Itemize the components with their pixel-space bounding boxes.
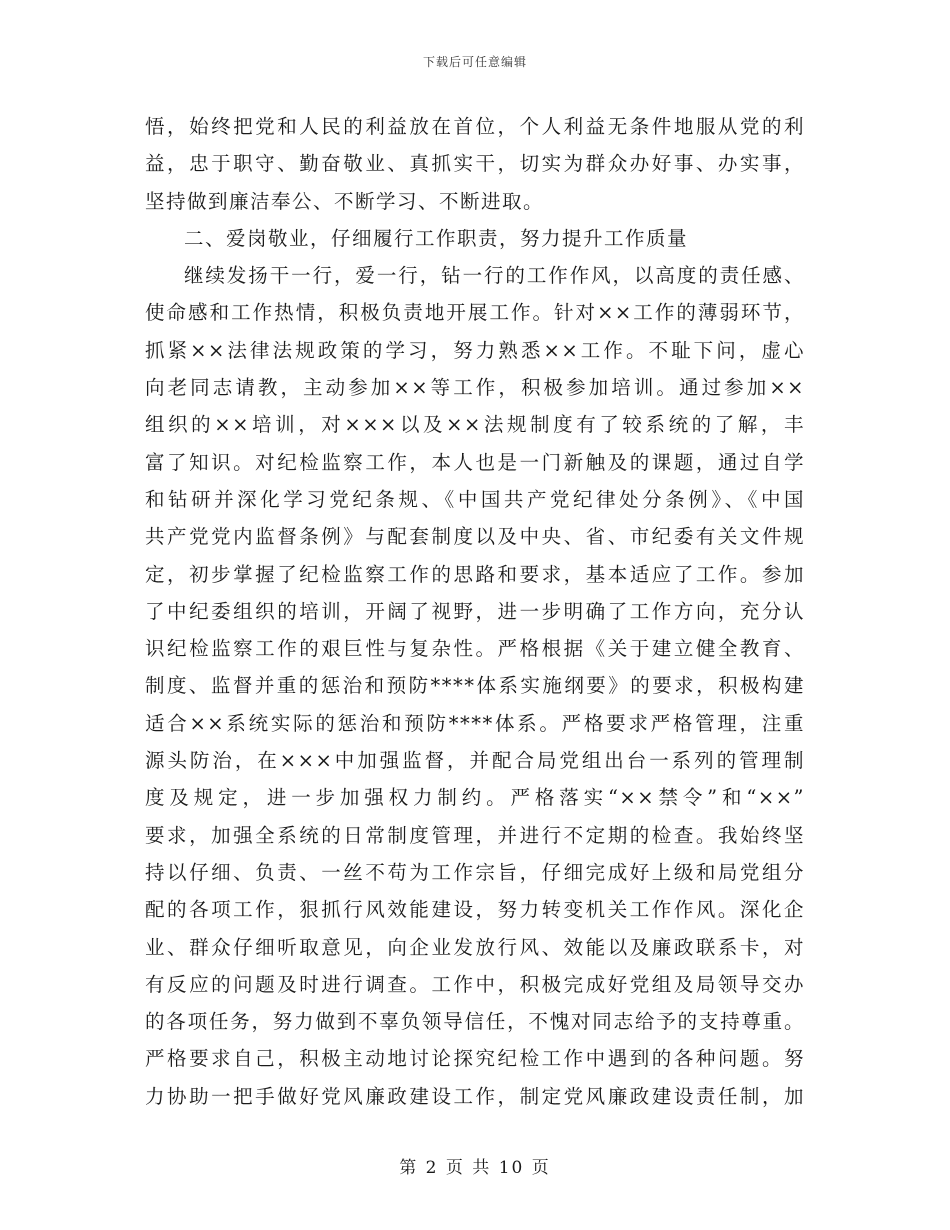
text-line: 适合××系统实际的惩治和预防****体系。严格要求严格管理，注重 (145, 711, 805, 735)
text-line: 益，忠于职守、勤奋敬业、真抓实干，切实为群众办好事、办实事， (145, 152, 805, 176)
text-line: 使命感和工作热情，积极负责地开展工作。针对××工作的薄弱环节， (145, 301, 805, 325)
text-line: 要求，加强全系统的日常制度管理，并进行不定期的检查。我始终坚 (145, 823, 805, 847)
text-line: 持以仔细、负责、一丝不苟为工作宗旨，仔细完成好上级和局党组分 (145, 860, 805, 884)
section-heading: 二、爱岗敬业，仔细履行工作职责，努力提升工作质量 (184, 226, 689, 250)
text-line: 抓紧××法律法规政策的学习，努力熟悉××工作。不耻下问，虚心 (145, 338, 805, 362)
text-line: 向老同志请教，主动参加××等工作，积极参加培训。通过参加×× (145, 376, 805, 400)
text-line: 定，初步掌握了纪检监察工作的思路和要求，基本适应了工作。参加 (145, 562, 805, 586)
text-line: 力协助一把手做好党风廉政建设工作，制定党风廉政建设责任制，加 (145, 1084, 805, 1108)
text-line: 的各项任务，努力做到不辜负领导信任，不愧对同志给予的支持尊重。 (145, 1010, 805, 1034)
text-line: 和钻研并深化学习党纪条规、《中国共产党纪律处分条例》、《中国 (145, 487, 805, 511)
text-line: 有反应的问题及时进行调查。工作中，积极完成好党组及局领导交办 (145, 972, 805, 996)
text-line: 源头防治，在×××中加强监督，并配合局党组出台一系列的管理制 (145, 749, 805, 773)
text-line: 悟，始终把党和人民的利益放在首位，个人利益无条件地服从党的利 (145, 115, 805, 138)
text-line: 坚持做到廉洁奉公、不断学习、不断进取。 (145, 189, 545, 213)
text-line: 制度、监督并重的惩治和预防****体系实施纲要》的要求，积极构建 (145, 674, 805, 698)
page-number-footer: 第 2 页 共 10 页 (399, 1158, 551, 1178)
text-line: 组织的××培训，对×××以及××法规制度有了较系统的了解，丰 (145, 413, 805, 437)
text-line: 配的各项工作，狠抓行风效能建设，努力转变机关工作作风。深化企 (145, 898, 805, 922)
text-line: 业、群众仔细听取意见，向企业发放行风、效能以及廉政联系卡，对 (145, 935, 805, 959)
text-line: 共产党党内监督条例》与配套制度以及中央、省、市纪委有关文件规 (145, 525, 805, 549)
text-line: 了中纪委组织的培训，开阔了视野，进一步明确了工作方向，充分认 (145, 599, 805, 623)
paragraph-first-line: 继续发扬干一行，爱一行，钻一行的工作作风，以高度的责任感、 (184, 264, 805, 288)
page-header: 下载后可任意编辑 (422, 55, 527, 69)
document-body (145, 108, 805, 1115)
text-line: 富了知识。对纪检监察工作，本人也是一门新触及的课题，通过自学 (145, 450, 805, 474)
text-line: 度及规定，进一步加强权力制约。严格落实“××禁令”和“××” (145, 786, 805, 810)
text-line: 识纪检监察工作的艰巨性与复杂性。严格根据《关于建立健全教育、 (145, 637, 805, 661)
text-line: 严格要求自己，积极主动地讨论探究纪检工作中遇到的各种问题。努 (145, 1047, 805, 1071)
